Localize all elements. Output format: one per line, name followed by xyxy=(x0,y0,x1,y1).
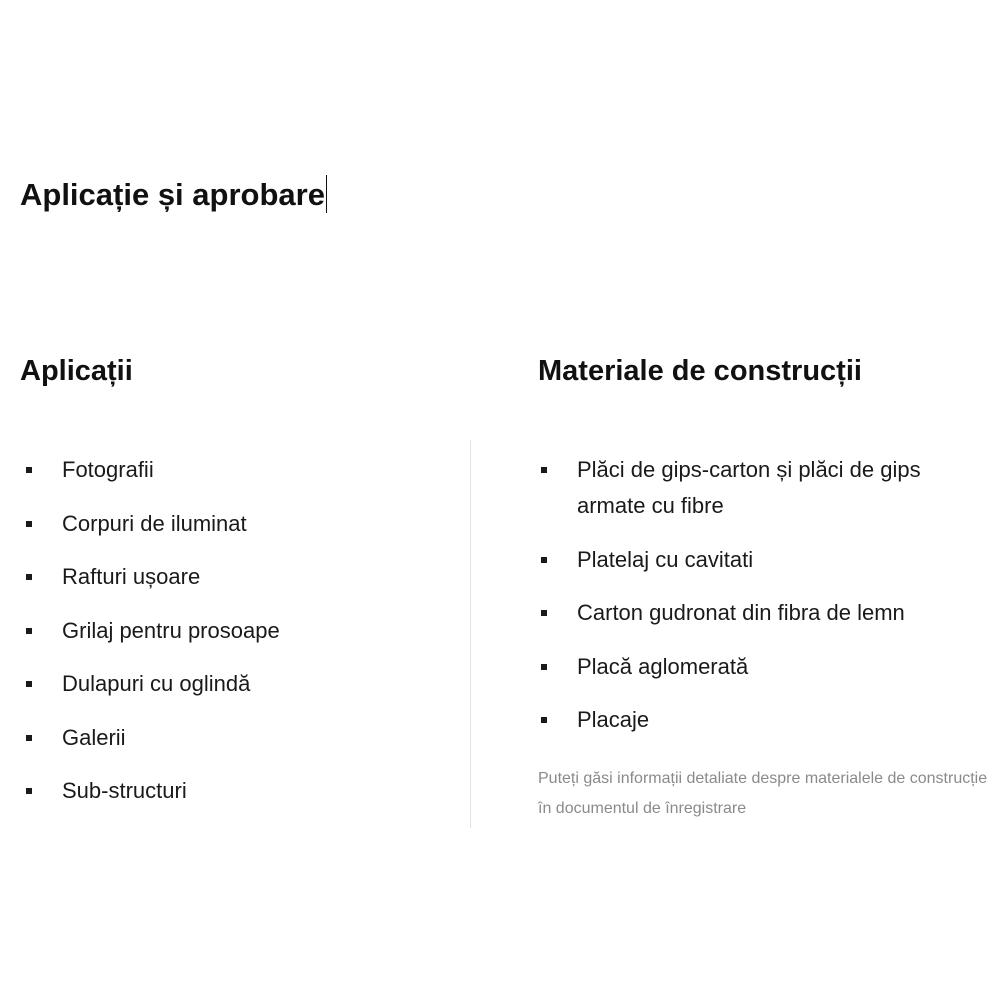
bullet-icon xyxy=(541,467,547,473)
bullet-icon xyxy=(541,717,547,723)
list-item xyxy=(26,506,446,542)
list-item-label: Placaje xyxy=(577,707,650,732)
list-item xyxy=(26,666,446,702)
list-item xyxy=(541,542,991,578)
bullet-icon xyxy=(541,664,547,670)
bullet-icon xyxy=(26,628,32,634)
list-item xyxy=(541,452,991,524)
list-item-label: Fotografii xyxy=(62,457,154,482)
materials-note: Puteți găsi informații detaliate despre materialele de construcție în documentul de înregistrare xyxy=(538,770,988,817)
list-item-label: Placă aglomerată xyxy=(577,653,749,679)
bullet-icon xyxy=(26,788,32,794)
list-item-label: Rafturi ușoare xyxy=(62,564,201,589)
list-item xyxy=(26,773,446,809)
bullet-icon xyxy=(26,574,32,580)
list-item xyxy=(541,649,991,685)
page-title-text: Aplicație și aprobare xyxy=(20,177,325,212)
page-title xyxy=(20,175,327,215)
list-item xyxy=(26,452,446,488)
list-item xyxy=(26,613,446,649)
list-item-label: Carton gudronat din fibra de lemn xyxy=(577,600,905,625)
bullet-icon xyxy=(26,681,32,687)
list-item-label: Grilaj pentru prosoape xyxy=(62,617,280,643)
bullet-icon xyxy=(26,467,32,473)
list-item xyxy=(26,720,446,756)
applications-list xyxy=(26,452,446,827)
list-item xyxy=(541,595,991,631)
bullet-icon xyxy=(26,521,32,527)
list-item-label: Sub-structuri xyxy=(62,778,187,803)
applications-heading: Aplicații xyxy=(20,355,133,387)
list-item xyxy=(541,702,991,738)
bullet-icon xyxy=(541,557,547,563)
text-cursor xyxy=(326,175,328,213)
list-item-label: Plăci de gips-carton și plăci de gips armate cu fibre xyxy=(577,457,921,518)
list-item xyxy=(26,559,446,595)
bullet-icon xyxy=(541,610,547,616)
materials-list xyxy=(541,452,991,756)
list-item-label: Corpuri de iluminat xyxy=(62,510,247,536)
column-divider xyxy=(470,440,471,828)
bullet-icon xyxy=(26,735,32,741)
list-item-label: Platelaj cu cavitati xyxy=(577,546,754,572)
list-item-label: Dulapuri cu oglindă xyxy=(62,671,251,696)
list-item-label: Galerii xyxy=(62,724,126,750)
materials-heading: Materiale de construcții xyxy=(538,355,862,387)
